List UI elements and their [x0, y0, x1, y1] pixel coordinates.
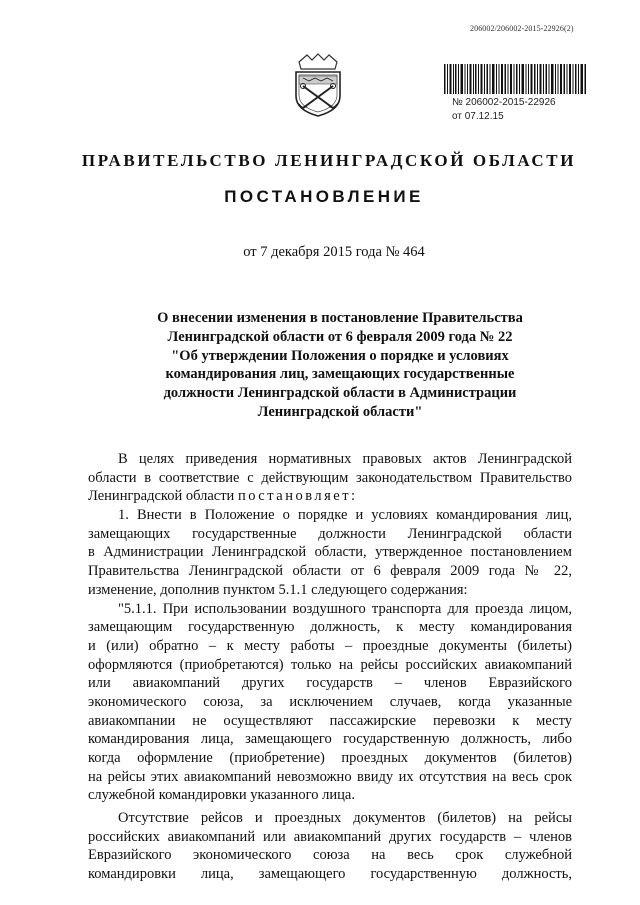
- text-line: и (или) обратно – к месту работы – проездные документы (билеты): [88, 637, 572, 654]
- preamble-paragraph: [88, 450, 572, 506]
- text-line: оформляются (приобретаются) только на рейсы российских авиакомпаний: [88, 656, 572, 673]
- text-line: замещающим государственную должность, к месту командирования: [88, 619, 572, 636]
- subject-line: "Об утверждении Положения о порядке и условиях: [171, 347, 509, 364]
- registration-stamp: [452, 96, 556, 124]
- text-line: на рейсы этих авиакомпаний невозможно ввиду их отсутствия на весь срок: [88, 768, 572, 785]
- subject-line: должности Ленинградской области в Администрации: [163, 385, 517, 402]
- document-body: [88, 450, 572, 884]
- government-title: ПРАВИТЕЛЬСТВО ЛЕНИНГРАДСКОЙ ОБЛАСТИ: [81, 151, 577, 170]
- text-line: когда оформление (приобретение) проездных документов (билетов): [88, 750, 572, 766]
- text-line: 1. Внести в Положение о порядке и условиях командирования лиц,: [118, 507, 572, 524]
- resolution-subject: [140, 309, 540, 422]
- text-line: в Администрации Ленинградской области, утвержденное постановлением: [88, 544, 572, 561]
- text-line: изменение, дополнив пунктом 5.1.1 следующего содержания:: [88, 581, 468, 598]
- text-line: замещающих государственные должности Ленинградской области: [88, 525, 572, 542]
- registration-number: № 206002-2015-22926: [452, 97, 556, 108]
- absence-paragraph: [88, 809, 572, 884]
- text-line: командирования лица, замещающего государственную должность, либо: [88, 731, 572, 748]
- text-line: области в соответствие с действующим законодательством Правительство: [88, 469, 572, 486]
- subject-line: командирования лиц, замещающих государственные: [165, 366, 515, 383]
- text-line: служебной командировки указанного лица.: [88, 787, 355, 804]
- text-line: [88, 487, 572, 506]
- text-line: Отсутствие рейсов и проездных документов (билетов) на рейсы: [118, 810, 572, 827]
- text-line: российских авиакомпаний или авиакомпаний других государств – членов: [88, 828, 572, 845]
- document-reference-number: 206002/206002-2015-22926(2): [470, 24, 574, 33]
- text-fragment: Ленинградской области: [88, 488, 238, 505]
- text-line: В целях приведения нормативных правовых актов Ленинградской: [118, 451, 572, 467]
- text-line: экономического союза, за исключением случаев, когда указанные: [88, 693, 572, 710]
- text-line: командировки лица, замещающего государственную должность,: [88, 866, 572, 883]
- resolution-date-number: от 7 декабря 2015 года № 464: [243, 244, 425, 260]
- text-line: "5.1.1. При использовании воздушного транспорта для проезда лицом,: [118, 600, 572, 617]
- text-line: Правительства Ленинградской области от 6 февраля 2009 года № 22,: [88, 563, 572, 580]
- resolving-word: постановляет: [237, 488, 352, 505]
- subject-line: Ленинградской области": [257, 403, 423, 420]
- subject-line: Ленинградской области от 6 февраля 2009 года № 22: [167, 328, 513, 345]
- text-line: авиакомпании не осуществляют пассажирские перевозки к месту: [88, 712, 572, 729]
- registration-barcode: [444, 64, 586, 94]
- text-line: или авиакомпаний других государств – членов Евразийского: [88, 675, 572, 692]
- text-line: Евразийского экономического союза на весь срок служебной: [88, 847, 572, 864]
- subject-line: О внесении изменения в постановление Правительства: [157, 310, 523, 326]
- item-1-paragraph: [88, 506, 572, 599]
- clause-5-1-1-paragraph: [88, 600, 572, 806]
- registration-date: от 07.12.15: [452, 111, 504, 122]
- text-fragment: :: [351, 488, 356, 505]
- document-type-heading: ПОСТАНОВЛЕНИЕ: [224, 187, 424, 206]
- coat-of-arms-emblem: [289, 52, 347, 118]
